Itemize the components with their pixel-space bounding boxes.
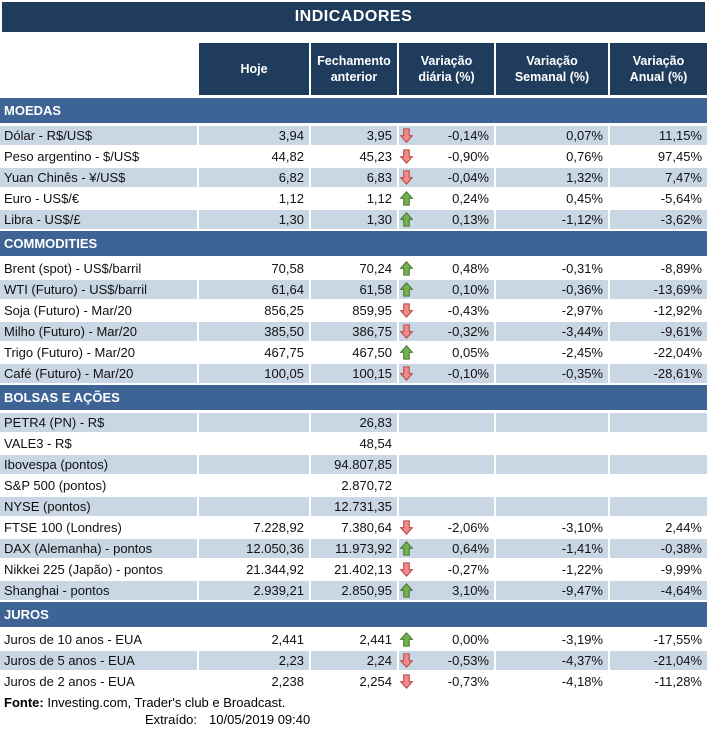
var-anual-value: -5,64%: [610, 189, 707, 208]
arrow-up-icon: [400, 282, 413, 297]
table-row: [0, 539, 707, 558]
row-label: Trigo (Futuro) - Mar/20: [0, 343, 197, 362]
hoje-value: 21.344,92: [199, 560, 309, 579]
column-header-fechamento-anterior: Fechamento anterior: [311, 43, 397, 95]
header-corner-spacer: [0, 43, 197, 95]
arrow-down-icon: [400, 303, 413, 318]
hoje-value: 3,94: [199, 126, 309, 145]
table-row: [0, 147, 707, 166]
fechamento-anterior-value: 2.870,72: [311, 476, 397, 495]
arrow-down-icon: [400, 674, 413, 689]
var-semanal-value: -4,37%: [496, 651, 608, 670]
var-diaria-cell: [399, 322, 494, 341]
table-row: [0, 630, 707, 649]
table-row: [0, 189, 707, 208]
table-row: [0, 322, 707, 341]
var-anual-value: -3,62%: [610, 210, 707, 229]
var-semanal-value: [496, 497, 608, 516]
var-diaria-cell: [399, 210, 494, 229]
fechamento-anterior-value: 21.402,13: [311, 560, 397, 579]
hoje-value: 1,12: [199, 189, 309, 208]
var-diaria-cell: [399, 497, 494, 516]
var-diaria-cell: [399, 343, 494, 362]
var-anual-value: [610, 434, 707, 453]
arrow-down-icon: [400, 324, 413, 339]
source-line: [0, 694, 707, 711]
var-diaria-value: -0,90%: [447, 149, 489, 164]
var-diaria-cell: [399, 434, 494, 453]
var-diaria-cell: [399, 259, 494, 278]
var-diaria-cell: [399, 455, 494, 474]
hoje-value: 100,05: [199, 364, 309, 383]
var-semanal-value: -1,41%: [496, 539, 608, 558]
var-diaria-cell: [399, 630, 494, 649]
arrow-down-icon: [400, 366, 413, 381]
var-anual-value: -21,04%: [610, 651, 707, 670]
row-label: Libra - US$/£: [0, 210, 197, 229]
fechamento-anterior-value: 26,83: [311, 413, 397, 432]
var-anual-value: 7,47%: [610, 168, 707, 187]
row-label: Yuan Chinês - ¥/US$: [0, 168, 197, 187]
row-label: Café (Futuro) - Mar/20: [0, 364, 197, 383]
extracted-label: Extraído:: [145, 712, 198, 727]
arrow-down-icon: [400, 562, 413, 577]
table-row: [0, 259, 707, 278]
section-header-moedas: MOEDAS: [0, 98, 707, 123]
report-title: INDICADORES: [2, 2, 705, 32]
fechamento-anterior-value: 859,95: [311, 301, 397, 320]
row-label: PETR4 (PN) - R$: [0, 413, 197, 432]
var-anual-value: [610, 497, 707, 516]
source-label: Fonte:: [4, 695, 44, 710]
var-semanal-value: 1,32%: [496, 168, 608, 187]
section-header-bolsas-e-acoes: BOLSAS E AÇÕES: [0, 385, 707, 410]
var-anual-value: -0,38%: [610, 539, 707, 558]
var-diaria-value: 0,00%: [452, 632, 489, 647]
row-label: Juros de 10 anos - EUA: [0, 630, 197, 649]
fechamento-anterior-value: 48,54: [311, 434, 397, 453]
fechamento-anterior-value: 2,254: [311, 672, 397, 691]
table-row: [0, 343, 707, 362]
hoje-value: 385,50: [199, 322, 309, 341]
arrow-down-icon: [400, 149, 413, 164]
fechamento-anterior-value: 3,95: [311, 126, 397, 145]
hoje-value: [199, 476, 309, 495]
fechamento-anterior-value: 386,75: [311, 322, 397, 341]
var-diaria-cell: [399, 581, 494, 600]
fechamento-anterior-value: 45,23: [311, 147, 397, 166]
var-diaria-cell: [399, 364, 494, 383]
var-semanal-value: -9,47%: [496, 581, 608, 600]
var-anual-value: -11,28%: [610, 672, 707, 691]
var-diaria-value: -0,27%: [447, 562, 489, 577]
var-diaria-value: -0,10%: [447, 366, 489, 381]
table-row: [0, 434, 707, 453]
var-diaria-value: -0,53%: [447, 653, 489, 668]
var-diaria-value: -0,04%: [447, 170, 489, 185]
var-diaria-cell: [399, 651, 494, 670]
fechamento-anterior-value: 94.807,85: [311, 455, 397, 474]
table-row: [0, 560, 707, 579]
row-label: Soja (Futuro) - Mar/20: [0, 301, 197, 320]
var-diaria-cell: [399, 413, 494, 432]
var-diaria-value: 0,10%: [452, 282, 489, 297]
var-anual-value: [610, 476, 707, 495]
var-semanal-value: -2,97%: [496, 301, 608, 320]
var-semanal-value: -0,31%: [496, 259, 608, 278]
var-diaria-value: 0,13%: [452, 212, 489, 227]
hoje-value: [199, 413, 309, 432]
hoje-value: 467,75: [199, 343, 309, 362]
fechamento-anterior-value: 6,83: [311, 168, 397, 187]
var-semanal-value: [496, 434, 608, 453]
var-semanal-value: [496, 476, 608, 495]
fechamento-anterior-value: 11.973,92: [311, 539, 397, 558]
var-semanal-value: -3,44%: [496, 322, 608, 341]
row-label: Euro - US$/€: [0, 189, 197, 208]
var-anual-value: [610, 413, 707, 432]
var-diaria-cell: [399, 539, 494, 558]
hoje-value: [199, 434, 309, 453]
var-anual-value: 97,45%: [610, 147, 707, 166]
var-anual-value: 2,44%: [610, 518, 707, 537]
table-row: [0, 518, 707, 537]
var-diaria-cell: [399, 518, 494, 537]
table-row: [0, 497, 707, 516]
var-diaria-value: -0,73%: [447, 674, 489, 689]
row-label: Brent (spot) - US$/barril: [0, 259, 197, 278]
column-header-row: [0, 43, 707, 95]
table-body: [0, 98, 707, 691]
column-header-variacao-diaria: Variação diária (%): [399, 43, 494, 95]
column-header-hoje: Hoje: [199, 43, 309, 95]
table-row: [0, 413, 707, 432]
table-row: [0, 168, 707, 187]
var-anual-value: -28,61%: [610, 364, 707, 383]
var-semanal-value: 0,07%: [496, 126, 608, 145]
fechamento-anterior-value: 2,24: [311, 651, 397, 670]
row-label: Dólar - R$/US$: [0, 126, 197, 145]
hoje-value: 70,58: [199, 259, 309, 278]
var-semanal-value: -1,22%: [496, 560, 608, 579]
var-anual-value: -9,61%: [610, 322, 707, 341]
var-diaria-value: -0,43%: [447, 303, 489, 318]
hoje-value: [199, 455, 309, 474]
arrow-down-icon: [400, 520, 413, 535]
hoje-value: 44,82: [199, 147, 309, 166]
fechamento-anterior-value: 12.731,35: [311, 497, 397, 516]
hoje-value: 2.939,21: [199, 581, 309, 600]
var-diaria-value: 0,05%: [452, 345, 489, 360]
var-diaria-value: -0,32%: [447, 324, 489, 339]
var-semanal-value: -4,18%: [496, 672, 608, 691]
hoje-value: 2,238: [199, 672, 309, 691]
hoje-value: 2,23: [199, 651, 309, 670]
var-semanal-value: [496, 455, 608, 474]
row-label: Milho (Futuro) - Mar/20: [0, 322, 197, 341]
column-header-variacao-semanal: Variação Semanal (%): [496, 43, 608, 95]
var-anual-value: [610, 455, 707, 474]
var-anual-value: -8,89%: [610, 259, 707, 278]
table-row: [0, 280, 707, 299]
fechamento-anterior-value: 61,58: [311, 280, 397, 299]
extracted-timestamp: 10/05/2019 09:40: [209, 712, 311, 727]
table-row: [0, 651, 707, 670]
fechamento-anterior-value: 7.380,64: [311, 518, 397, 537]
arrow-down-icon: [400, 128, 413, 143]
row-label: Peso argentino - $/US$: [0, 147, 197, 166]
arrow-up-icon: [400, 632, 413, 647]
table-row: [0, 126, 707, 145]
row-label: Juros de 2 anos - EUA: [0, 672, 197, 691]
var-semanal-value: [496, 413, 608, 432]
arrow-up-icon: [400, 261, 413, 276]
var-semanal-value: -3,10%: [496, 518, 608, 537]
fechamento-anterior-value: 2,441: [311, 630, 397, 649]
var-diaria-value: -0,14%: [447, 128, 489, 143]
var-anual-value: 11,15%: [610, 126, 707, 145]
row-label: DAX (Alemanha) - pontos: [0, 539, 197, 558]
row-label: FTSE 100 (Londres): [0, 518, 197, 537]
var-semanal-value: 0,76%: [496, 147, 608, 166]
fechamento-anterior-value: 1,12: [311, 189, 397, 208]
row-label: Ibovespa (pontos): [0, 455, 197, 474]
table-row: [0, 581, 707, 600]
arrow-up-icon: [400, 541, 413, 556]
row-label: Shanghai - pontos: [0, 581, 197, 600]
hoje-value: 1,30: [199, 210, 309, 229]
fechamento-anterior-value: 1,30: [311, 210, 397, 229]
arrow-up-icon: [400, 212, 413, 227]
var-diaria-value: 0,64%: [452, 541, 489, 556]
var-semanal-value: -0,36%: [496, 280, 608, 299]
var-diaria-cell: [399, 560, 494, 579]
fechamento-anterior-value: 467,50: [311, 343, 397, 362]
var-semanal-value: 0,45%: [496, 189, 608, 208]
var-semanal-value: -0,35%: [496, 364, 608, 383]
var-diaria-cell: [399, 189, 494, 208]
table-row: [0, 301, 707, 320]
var-diaria-cell: [399, 476, 494, 495]
var-anual-value: -9,99%: [610, 560, 707, 579]
report-footer: [0, 694, 707, 728]
arrow-up-icon: [400, 583, 413, 598]
hoje-value: 856,25: [199, 301, 309, 320]
var-diaria-value: 0,48%: [452, 261, 489, 276]
fechamento-anterior-value: 70,24: [311, 259, 397, 278]
extracted-line: [0, 711, 707, 728]
var-diaria-cell: [399, 672, 494, 691]
row-label: Nikkei 225 (Japão) - pontos: [0, 560, 197, 579]
column-header-variacao-anual: Variação Anual (%): [610, 43, 707, 95]
row-label: S&P 500 (pontos): [0, 476, 197, 495]
indicators-report: [0, 2, 707, 729]
fechamento-anterior-value: 2.850,95: [311, 581, 397, 600]
var-diaria-cell: [399, 126, 494, 145]
arrow-up-icon: [400, 191, 413, 206]
hoje-value: 12.050,36: [199, 539, 309, 558]
arrow-up-icon: [400, 345, 413, 360]
var-anual-value: -13,69%: [610, 280, 707, 299]
source-text: Investing.com, Trader's club e Broadcast.: [47, 695, 286, 710]
row-label: WTI (Futuro) - US$/barril: [0, 280, 197, 299]
var-anual-value: -12,92%: [610, 301, 707, 320]
var-semanal-value: -1,12%: [496, 210, 608, 229]
table-row: [0, 476, 707, 495]
hoje-value: 6,82: [199, 168, 309, 187]
var-diaria-value: 3,10%: [452, 583, 489, 598]
section-header-juros: JUROS: [0, 602, 707, 627]
var-diaria-cell: [399, 168, 494, 187]
row-label: NYSE (pontos): [0, 497, 197, 516]
var-diaria-value: -2,06%: [447, 520, 489, 535]
table-row: [0, 455, 707, 474]
hoje-value: 61,64: [199, 280, 309, 299]
table-row: [0, 672, 707, 691]
var-anual-value: -4,64%: [610, 581, 707, 600]
section-header-commodities: COMMODITIES: [0, 231, 707, 256]
hoje-value: 2,441: [199, 630, 309, 649]
fechamento-anterior-value: 100,15: [311, 364, 397, 383]
table-row: [0, 364, 707, 383]
var-diaria-cell: [399, 147, 494, 166]
var-diaria-cell: [399, 280, 494, 299]
var-diaria-cell: [399, 301, 494, 320]
row-label: VALE3 - R$: [0, 434, 197, 453]
table-row: [0, 210, 707, 229]
hoje-value: [199, 497, 309, 516]
var-semanal-value: -2,45%: [496, 343, 608, 362]
var-semanal-value: -3,19%: [496, 630, 608, 649]
arrow-down-icon: [400, 170, 413, 185]
var-anual-value: -22,04%: [610, 343, 707, 362]
hoje-value: 7.228,92: [199, 518, 309, 537]
arrow-down-icon: [400, 653, 413, 668]
row-label: Juros de 5 anos - EUA: [0, 651, 197, 670]
var-diaria-value: 0,24%: [452, 191, 489, 206]
var-anual-value: -17,55%: [610, 630, 707, 649]
